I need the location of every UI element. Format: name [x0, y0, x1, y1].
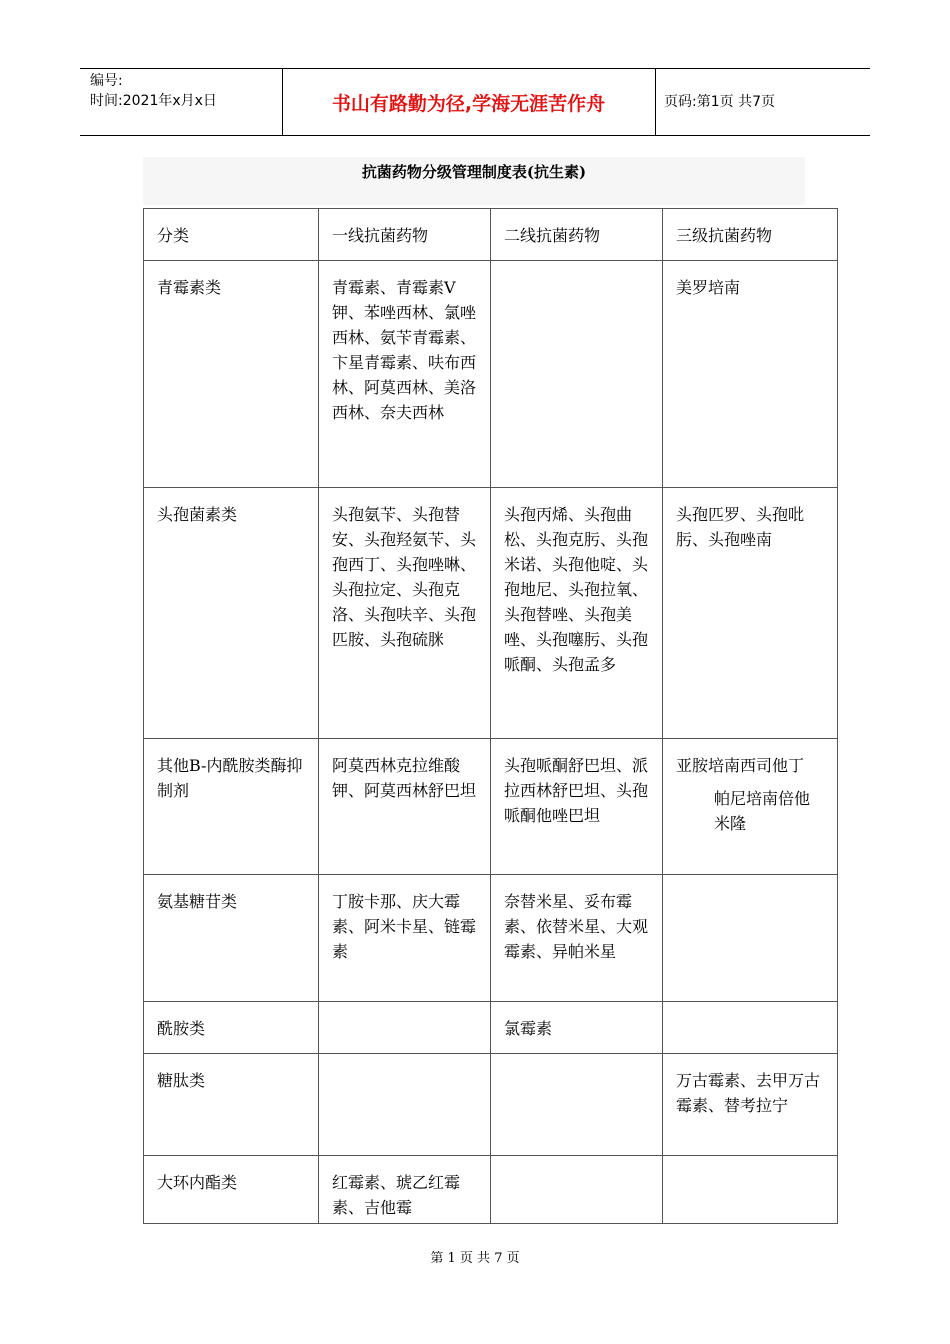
document-title: 抗菌药物分级管理制度表(抗生素)	[143, 157, 805, 205]
row-category: 氨基糖苷类	[144, 875, 319, 1002]
number-label: 编号:	[90, 73, 123, 89]
row-third-line	[663, 875, 838, 1002]
table-row	[144, 261, 838, 488]
row-second-line	[491, 261, 663, 488]
antibiotic-table	[143, 208, 838, 1224]
header-meta	[90, 71, 217, 111]
row-second-line: 头孢丙烯、头孢曲松、头孢克肟、头孢米诺、头孢他啶、头孢地尼、头孢拉氧、头孢替唑、头孢美唑、头孢噻肟、头孢哌酮、头孢孟多	[491, 488, 663, 739]
header-top-rule	[80, 68, 870, 69]
row-category: 糖肽类	[144, 1054, 319, 1156]
row-third-line	[663, 1156, 838, 1224]
row-category: 青霉素类	[144, 261, 319, 488]
row-first-line: 红霉素、琥乙红霉素、吉他霉	[319, 1156, 491, 1224]
row-second-line: 奈替米星、妥布霉素、依替米星、大观霉素、异帕米星	[491, 875, 663, 1002]
header-divider-right	[655, 68, 656, 136]
third-line-primary: 亚胺培南西司他丁	[676, 756, 805, 775]
row-first-line: 青霉素、青霉素V钾、苯唑西林、氯唑西林、氨苄青霉素、卞星青霉素、呋布西林、阿莫西林、美洛西林、奈夫西林	[319, 261, 491, 488]
row-second-line: 头孢哌酮舒巴坦、派拉西林舒巴坦、头孢哌酮他唑巴坦	[491, 739, 663, 875]
third-line-secondary: 帕尼培南倍他米隆	[714, 789, 811, 833]
table-row	[144, 1156, 838, 1224]
row-second-line	[491, 1156, 663, 1224]
time-label: 时间:2021年x月x日	[90, 93, 217, 109]
table-row	[144, 488, 838, 739]
header-third-line: 三级抗菌药物	[663, 209, 838, 261]
row-category: 头孢菌素类	[144, 488, 319, 739]
row-third-line: 万古霉素、去甲万古霉素、替考拉宁	[663, 1054, 838, 1156]
header-second-line: 二线抗菌药物	[491, 209, 663, 261]
table-row	[144, 739, 838, 875]
row-first-line: 阿莫西林克拉维酸钾、阿莫西林舒巴坦	[319, 739, 491, 875]
header-motto: 书山有路勤为径,学海无涯苦作舟	[331, 93, 606, 115]
row-category: 大环内酯类	[144, 1156, 319, 1224]
header-category: 分类	[144, 209, 319, 261]
row-first-line: 丁胺卡那、庆大霉素、阿米卡星、链霉素	[319, 875, 491, 1002]
table-row	[144, 875, 838, 1002]
page-info: 页码:第1页 共7页	[664, 94, 775, 110]
row-third-line: 头孢匹罗、头孢吡肟、头孢唑南	[663, 488, 838, 739]
row-first-line: 头孢氨苄、头孢替安、头孢羟氨苄、头孢西丁、头孢唑啉、头孢拉定、头孢克洛、头孢呋辛、头孢匹胺、头孢硫脒	[319, 488, 491, 739]
table-row	[144, 1002, 838, 1054]
row-third-line	[663, 1002, 838, 1054]
header-bottom-rule	[80, 135, 870, 136]
page-footer: 第 1 页 共 7 页	[430, 1251, 520, 1266]
row-category: 酰胺类	[144, 1002, 319, 1054]
row-second-line: 氯霉素	[491, 1002, 663, 1054]
row-category: 其他B-内酰胺类酶抑制剂	[144, 739, 319, 875]
row-first-line	[319, 1054, 491, 1156]
row-first-line	[319, 1002, 491, 1054]
header-first-line: 一线抗菌药物	[319, 209, 491, 261]
row-third-line	[663, 739, 838, 875]
table-row	[144, 1054, 838, 1156]
table-header-row	[144, 209, 838, 261]
row-third-line: 美罗培南	[663, 261, 838, 488]
row-second-line	[491, 1054, 663, 1156]
